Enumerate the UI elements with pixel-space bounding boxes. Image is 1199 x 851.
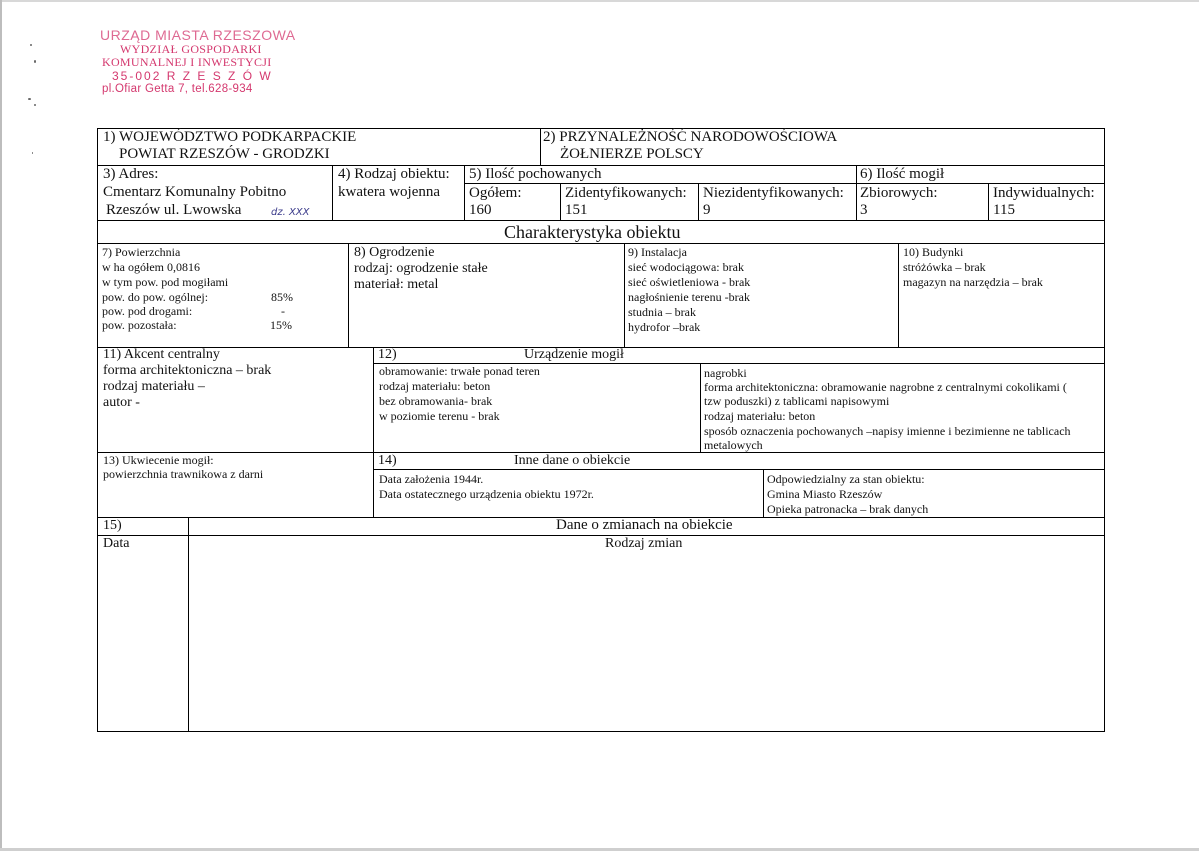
- area-other-value: 15%: [270, 318, 292, 332]
- accent-item: forma architektoniczna – brak: [103, 363, 272, 378]
- responsible-value: Gmina Miasto Rzeszów: [767, 487, 883, 501]
- handwritten-note: dz. XXX: [271, 207, 310, 218]
- burials-identified-value: 151: [565, 202, 588, 218]
- burials-label: 5) Ilość pochowanych: [469, 166, 602, 182]
- greenery-value: powierzchnia trawnikowa z darni: [103, 467, 264, 481]
- grave-device-right-item: sposób oznaczenia pochowanych –napisy imienne i bezimienne ne tablicach: [704, 424, 1071, 438]
- stamp-line: 35-002 R Z E S Z Ó W: [112, 68, 273, 83]
- grave-device-left-item: bez obramowania- brak: [379, 394, 493, 408]
- burials-total-value: 160: [469, 202, 492, 218]
- installation-item: nagłośnienie terenu -brak: [628, 290, 750, 304]
- area-graves-share-label: pow. do pow. ogólnej:: [102, 290, 209, 304]
- other-data-number: 14): [378, 453, 397, 468]
- voivodeship-label: 1) WOJEWÓDZTWO PODKARPACKIE: [103, 129, 357, 145]
- installation-item: hydrofor –brak: [628, 320, 701, 334]
- burials-unidentified-value: 9: [703, 202, 711, 218]
- object-type-label: 4) Rodzaj obiektu:: [338, 166, 450, 182]
- area-other-label: pow. pozostała:: [102, 318, 177, 332]
- area-graves: w tym pow. pod mogiłami: [102, 275, 229, 289]
- fence-type: rodzaj: ogrodzenie stałe: [354, 261, 488, 276]
- installation-item: sieć oświetleniowa - brak: [628, 275, 751, 289]
- changes-title: Dane o zmianach na obiekcie: [556, 517, 733, 533]
- grave-device-number: 12): [378, 347, 397, 362]
- graves-individual-value: 115: [993, 202, 1015, 218]
- graves-label: 6) Ilość mogił: [860, 166, 945, 182]
- installation-item: studnia – brak: [628, 305, 696, 319]
- address-label: 3) Adres:: [103, 166, 159, 182]
- graves-individual-label: Indywidualnych:: [993, 185, 1095, 201]
- graves-collective-value: 3: [860, 202, 868, 218]
- accent-label: 11) Akcent centralny: [103, 347, 220, 362]
- grave-device-right-item: nagrobki: [704, 366, 747, 380]
- grave-device-left-item: w poziomie terenu - brak: [379, 409, 500, 423]
- grave-device-left-item: obramowanie: trwałe ponad teren: [379, 364, 540, 378]
- burials-unidentified-label: Niezidentyfikowanych:: [703, 185, 844, 201]
- changes-type-header: Rodzaj zmian: [605, 536, 683, 551]
- nationality-value: ŻOŁNIERZE POLSCY: [560, 146, 704, 162]
- buildings-item: stróżówka – brak: [903, 260, 986, 274]
- responsible-value: Opieka patronacka – brak danych: [767, 502, 929, 516]
- graves-collective-label: Zbiorowych:: [860, 185, 938, 201]
- district-label: POWIAT RZESZÓW - GRODZKI: [119, 146, 330, 162]
- grave-device-right-item: metalowych: [704, 438, 763, 452]
- grave-device-right-item: forma architektoniczna: obramowanie nagrobne z centralnymi cokolikami (: [704, 380, 1067, 394]
- burials-identified-label: Zidentyfikowanych:: [565, 185, 687, 201]
- installation-item: sieć wodociągowa: brak: [628, 260, 744, 274]
- address-line-1: Cmentarz Komunalny Pobitno: [103, 184, 287, 200]
- nationality-label: 2) PRZYNALEŻNOŚĆ NARODOWOŚCIOWA: [543, 129, 838, 145]
- grave-device-right-item: rodzaj materiału: beton: [704, 409, 816, 423]
- stamp-line: KOMUNALNEJ I INWESTYCJI: [102, 55, 272, 69]
- founded-date: Data założenia 1944r.: [379, 472, 484, 486]
- changes-number: 15): [103, 518, 122, 533]
- buildings-label: 10) Budynki: [903, 245, 964, 259]
- last-arranged-date: Data ostatecznego urządzenia obiektu 1972r.: [379, 487, 594, 501]
- changes-date-header: Data: [103, 536, 130, 551]
- area-total: w ha ogółem 0,0816: [102, 260, 200, 274]
- area-graves-share-value: 85%: [271, 290, 293, 304]
- other-data-title: Inne dane o obiekcie: [514, 453, 631, 468]
- area-label: 7) Powierzchnia: [102, 245, 181, 259]
- area-roads-label: pow. pod drogami:: [102, 304, 193, 318]
- accent-item: rodzaj materiału –: [103, 379, 205, 394]
- stamp-line: URZĄD MIASTA RZESZOWA: [100, 27, 296, 43]
- stamp-line: pl.Ofiar Getta 7, tel.628-934: [102, 83, 253, 95]
- area-roads-value: -: [281, 304, 285, 318]
- stamp-line: WYDZIAŁ GOSPODARKI: [120, 41, 262, 56]
- grave-device-left-item: rodzaj materiału: beton: [379, 379, 491, 393]
- buildings-item: magazyn na narzędzia – brak: [903, 275, 1043, 289]
- office-stamp: [100, 29, 296, 97]
- address-line-2: Rzeszów ul. Lwowska: [106, 202, 242, 218]
- grave-device-right-item: tzw poduszki) z tablicami napisowymi: [704, 394, 890, 408]
- section-title: Charakterystyka obiektu: [504, 222, 681, 242]
- scan-specks: [22, 40, 38, 160]
- installation-label: 9) Instalacja: [628, 245, 687, 259]
- responsible-label: Odpowiedzialny za stan obiektu:: [767, 472, 925, 486]
- scan-edge-left: [0, 0, 2, 851]
- greenery-label: 13) Ukwiecenie mogił:: [103, 453, 214, 467]
- accent-item: autor -: [103, 395, 140, 410]
- object-type-value: kwatera wojenna: [338, 184, 441, 200]
- grave-device-title: Urządzenie mogił: [524, 347, 624, 362]
- fence-label: 8) Ogrodzenie: [354, 245, 435, 260]
- scan-edge-top: [0, 0, 1199, 2]
- burials-total-label: Ogółem:: [469, 185, 522, 201]
- fence-material: materiał: metal: [354, 277, 439, 292]
